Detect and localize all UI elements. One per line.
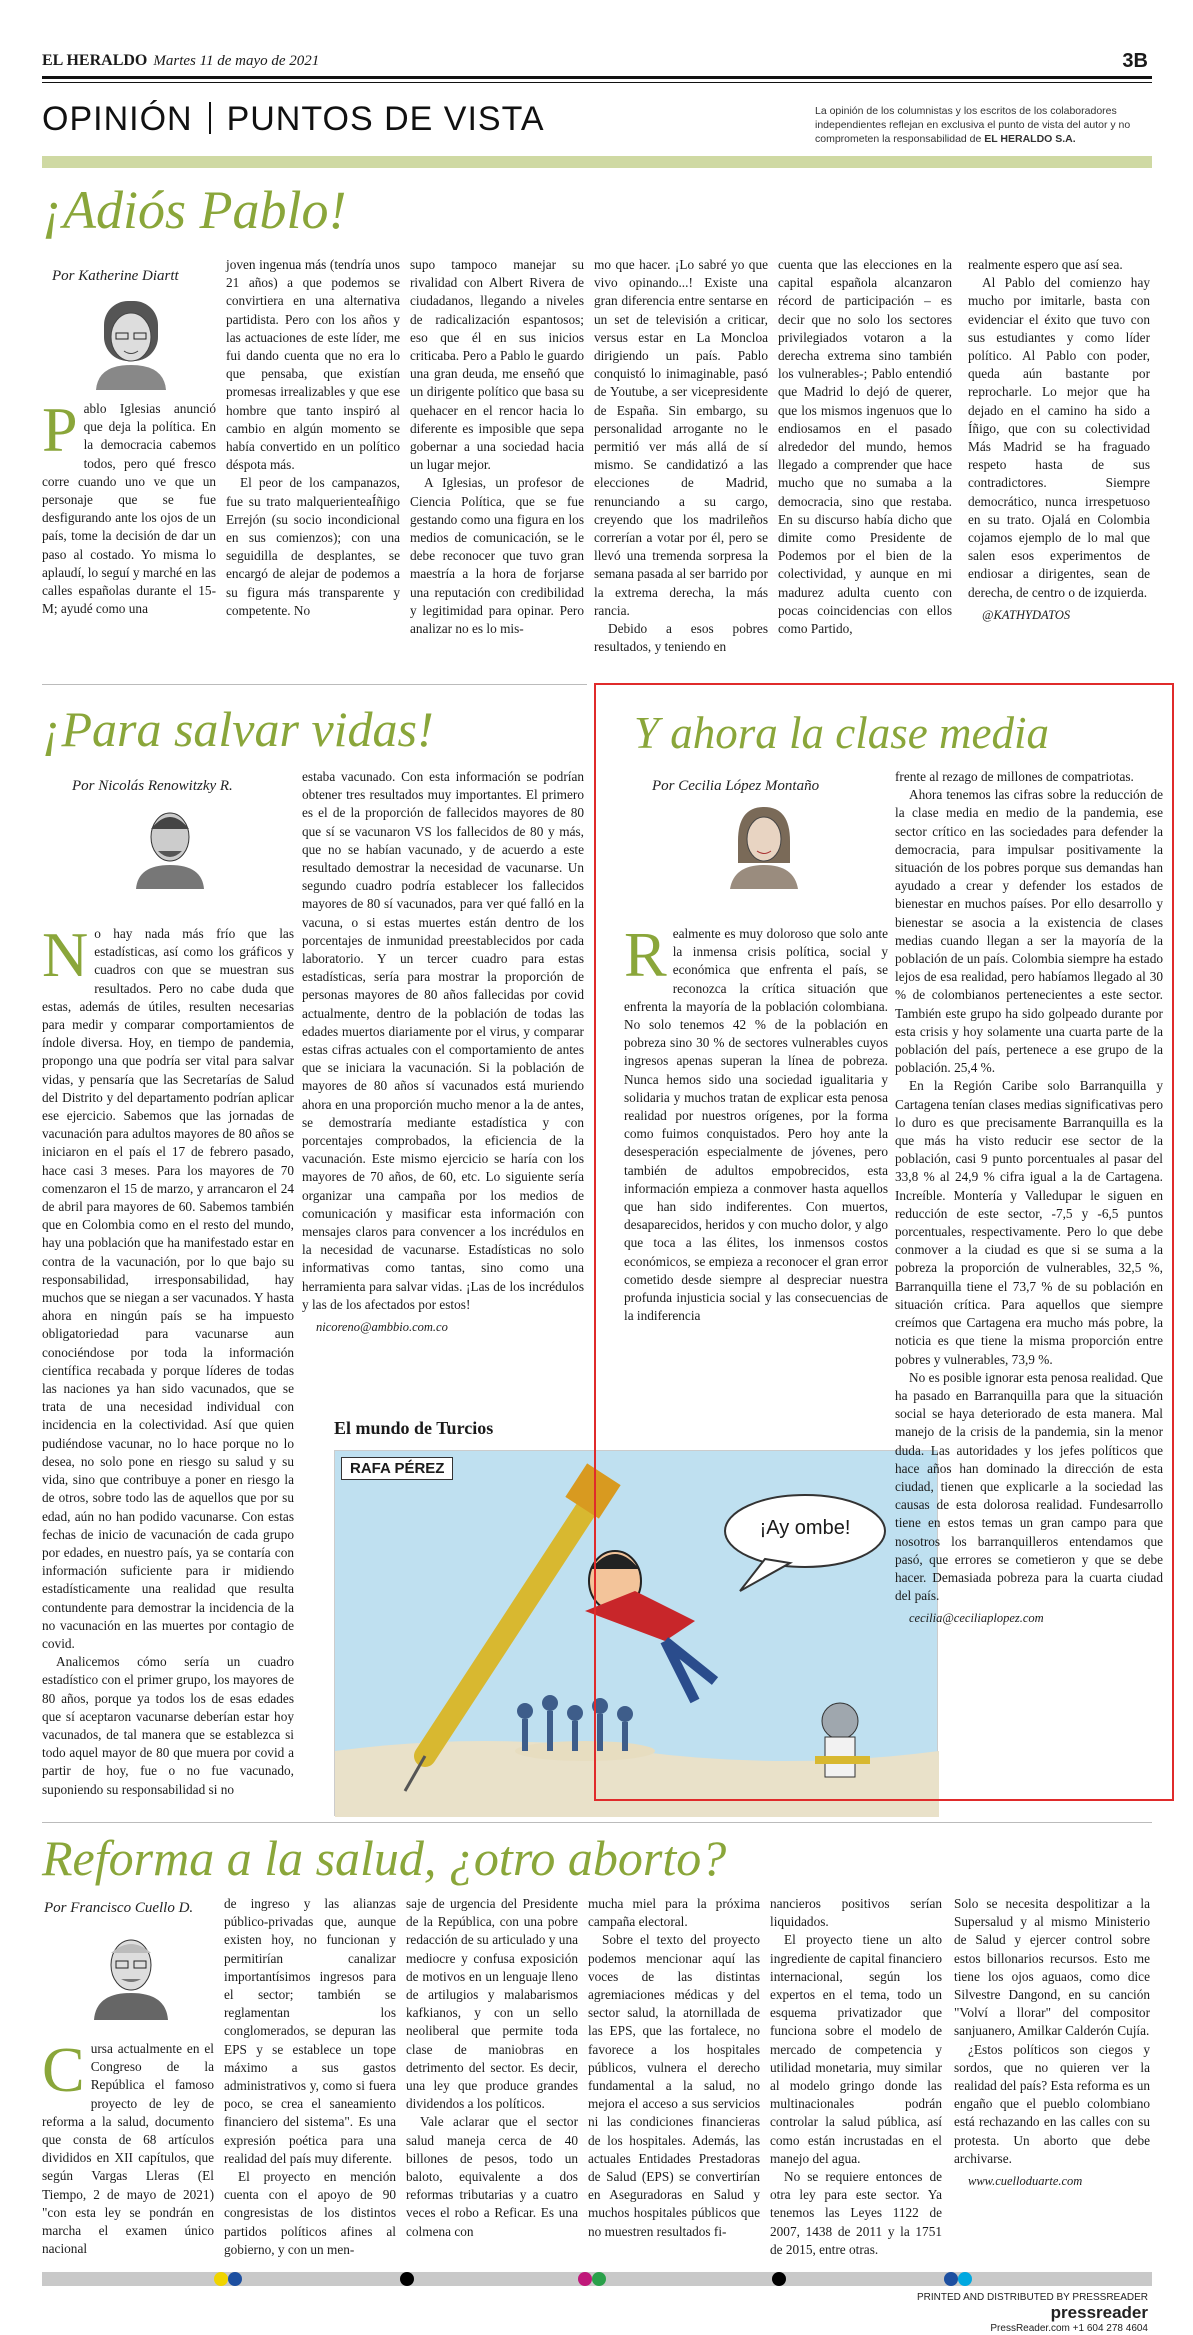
article-column: [42, 394, 216, 695]
article-paragraph: No se requiere entonces de otra ley para este sector. Ya tenemos las Leyes 1122 de 2007, 1438 de 2011 y la 1751 de 2015, entre otras.: [770, 2169, 942, 2257]
cartoonist-name: RAFA PÉREZ: [341, 1457, 453, 1480]
registration-dot-black: [772, 2272, 786, 2286]
registration-dot-blue: [228, 2272, 242, 2286]
author-portrait: [130, 800, 210, 890]
article-paragraph: Debido a esos pobres resultados, y teniendo en: [594, 621, 768, 655]
section-right: PUNTOS DE VISTA: [226, 100, 545, 138]
article-column: [302, 768, 584, 1388]
article-paragraph: saje de urgencia del Presidente de la República, con una pobre redacción de su articulado y una mediocre y confusa exposición de motivos en un lenguaje lleno de artilugios y malabarismos kafkianos, y con un sello neoliberal que permite toda clase de maniobras en detrimento del sector. Es decir, una ley que produce grandes dividendos a los políticos.: [406, 1896, 578, 2112]
article-paragraph: Solo se necesita despolitizar a la Supersalud y al mismo Ministerio de Salud y ejercer control sobre estos billonarios recursos. Esto me tiene los ojos aguaos, como dice Silvestre Dangond, en su canción "Volví a llorar" del compositor sanjuanero, Amilkar Calderón Cujía.: [954, 1896, 1150, 2039]
cartoon-title: El mundo de Turcios: [334, 1418, 494, 1438]
drop-cap: P: [42, 394, 78, 465]
article-paragraph: En la Región Caribe solo Barranquilla y Cartagena tenían clases medias significativas pero lo duro es que precisamente Barranquilla es la que más ha visto reducir ese sector de la población, casi 9 punto porcentuales al pasar del 33,8 % al 24,9 % cifra igual a la de Cartagena. Increíble. Montería y Valledupar le siguen en reducción de este sector, -7,5 y -6,5 puntos porcentuales, respectivamente. Pero lo que debe conmover a la ciudad es que si se suma a la pobreza la proporción de vulnerables, 32,5 %, Barranquilla tiene el 73,7 % de su población en situación crítica. Para aquellos que siempre creímos que Cartagena era mucho más pobre, la noticia es que tiene la misma proporción entre pobres y vulnerables, 73,9 %.: [895, 1078, 1163, 1367]
article-paragraph: El proyecto en mención cuenta con el apoyo de 90 congresistas de los distintos partidos políticos afines al gobierno, y con un men-: [224, 2169, 396, 2257]
registration-dot-cyan: [958, 2272, 972, 2286]
article-column: [895, 768, 1163, 1793]
byline-renowitzky: Por Nicolás Renowitzky R.: [72, 778, 233, 794]
registration-dot-yellow: [214, 2272, 228, 2286]
article-column: [406, 1895, 578, 2265]
author-portrait: [86, 295, 176, 390]
author-email: nicoreno@ambbio.com.co: [316, 1320, 448, 1335]
byline-diartt: Por Katherine Diartt: [52, 268, 179, 284]
disclaimer-company: EL HERALDO S.A.: [984, 133, 1076, 145]
article-paragraph: estaba vacunado. Con esta información se podrían obtener tres resultados muy importantes. El primero es el de la proporción de fallecidos mayores de 80 que sí se vacunaron VS los fallecidos de 80 y más, que no se habían vacunado, y de acuerdo a este resultado demostrar la necesidad de vacunarse. Un segundo cuadro podría establecer los fallecidos mayores de 80 sí vacunados, para ver qué falló en la vacuna, o si estas muertes están dentro de los porcentajes de inmunidad preestablecidos por cada laboratorio. Y un tercer cuadro para estas estadísticas, sería para mostrar la proporción de personas mayores de 80 años fallecidas por covid actualmente, dentro de la población de todas las edades muertos diariamente por el virus, y comparar estas cifras actuales con el comportamiento de antes que se iniciara la vacunación. Si la población de mayores de 80 años sí vacunados está muriendo ahora en una proporción mucho menor a la de antes, se demostraría mediante estadística y con porcentajes comprobados, la eficiencia de la vacunación. Este mismo ejercicio se haría con los mayores de 70 años, de 60, etc. Lo siguiente sería organizar una campaña por los medios de comunicación y masificar esta información con mensajes claros para convencer a los incrédulos en la necesidad de vacunarse. Estadísticas no solo informativas como tantas, sino como una herramienta para salvar vidas. ¡Las de los incrédulos y las de los afectados por estos!: [302, 769, 584, 1312]
article-column: [954, 1895, 1150, 2265]
publication-name: EL HERALDO: [42, 52, 148, 69]
drop-cap: N: [42, 919, 89, 990]
page-number: 3B: [1122, 50, 1148, 72]
article-paragraph: Sobre el texto del proyecto podemos mencionar aquí las voces de las distintas agremiaciones médicas y del sector salud, la atornillada de las EPS, que las fortalece, no favorece a los hospitales públicos, vulnera el derecho fundamental a la salud, no mejora el acceso a sus servicios ni las condiciones financieras de los hospitales. Además, las actuales Entidades Prestadoras de Salud (EPS) se convertirían en Aseguradoras en Salud y muchos hospitales públicos que no muestren resultados fi-: [588, 1932, 760, 2239]
registration-dot-magenta: [578, 2272, 592, 2286]
article-text: o hay nada más frío que las estadísticas, así como los gráficos y cuadros con que se muestran sus resultados. Pero no cabe duda que estas, además de útiles, resulten necesarias para medir y comparar comportamientos de índole diversa. Hoy, en tiempo de pandemia, propongo una que podría ser vital para salvar vidas, y pensaría que las Secretarías de Salud del Distrito y del departamento podrían aplicar ese ejercicio. Sabemos que las jornadas de vacunación para adultos mayores de 80 años se iniciaron en el país el 17 de febrero pasado, hace casi 3 meses. Para los mayores de 70 comenzaron el 15 de marzo, y arrancaron el 24 de abril para mayores de 60. Sabemos también que en Colombia como en el resto del mundo, hay una población que ha manifestado estar en contra de la vacunación, por lo que bajo su responsabilidad, irresponsabilidad, hay muchos que se niegan a ser vacunados. Y hasta ahora en ningún país se ha impuesto obligatoriedad para vacunarse aun conociéndose por toda la información científica recabada y porque líderes de todas las naciones ya han sido vacunados, que se trata de una necesidad individual con incidencia en la colectividad. Así que quien pudiéndose vacunar, no lo hace porque no lo desea, no solo pone en riesgo su salud y su vida, sino que contribuye a poner en riesgo la de otros, sobre todo las de aquellos que por su edad, aún no han podido vacunarse. Con estas fechas de inicio de vacunación de cada grupo por edades, en nuestro país, ya se contaría con información suficiente para ir midiendo estadísticamente una realidad que resulta contundente para demostrar la incidencia de la no vacunación en las muertes por contagio de covid.: [42, 926, 294, 1651]
issue-date: Martes 11 de mayo de 2021: [153, 53, 320, 69]
byline-lopez-montano: Por Cecilia López Montaño: [652, 778, 820, 794]
speech-bubble-text: ¡Ay ombe!: [759, 1517, 851, 1539]
article-paragraph: mucha miel para la próxima campaña electoral.: [588, 1896, 760, 1930]
registration-dot-black: [400, 2272, 414, 2286]
disclaimer-text: La opinión de los columnistas y los escritos de los colaboradores independientes reflejan en exclusiva el punto de vista del autor y no comprometen la responsabilidad de: [815, 105, 1131, 145]
section-title: [42, 100, 545, 139]
drop-cap: R: [624, 919, 667, 990]
article-paragraph: mo que hacer. ¡Lo sabré yo que vivo opinando...! Existe una gran diferencia entre sentarse en un set de televisión a criticar, versus estar en La Moncloa dirigiendo un país. Pablo conquistó lo inimaginable, pasó de Youtube, a ser vicepresidente de España. Sin embargo, su personalidad arrogante no le permitió ver más allá de sí mismo. Se candidatizó a las elecciones de Madrid, renunciando a su cargo, creyendo que los madrileños correrían a votar por él, pero se llevó una tremenda sorpresa la semana pasada al ser barrido por la extrema derecha, la más rancia.: [594, 257, 768, 618]
article-paragraph: cuenta que las elecciones en la capital española alcanzaron récord de participación – es decir que no solo los sectores privilegiados votaron a la derecha extrema sino también los vulnerables-; Pablo entendió que Madrid lo dejó de querer, que los mismos ingenuos que lo endiosamos en el pasado alrededor del mundo, hemos llegado a comprender que hace mucho que no sumaba a la democracia, sino que restaba. En su discurso había dicho que dimite como Presidente de Podemos por el bien de la colectividad, y aunque en mi madurez adulta cuento con pocas coincidencias con ellos como Partido,: [778, 257, 952, 637]
article-column: [770, 1895, 942, 2265]
author-portrait: [86, 1925, 176, 2020]
drop-cap: C: [42, 2034, 85, 2105]
section-left: OPINIÓN: [42, 100, 193, 138]
pressreader-badge[interactable]: [917, 2292, 1148, 2334]
article-paragraph: joven ingenua más (tendría unos 21 años) a que podemos se convirtiera en una alternativa partidista. Pero con los años y las actuaciones de este líder, me fui dando cuenta que no era lo que pensaba, que existían promesas irrealizables y que ese hombre que tanto inspiró al cambio en algún momento se había convertido en un político déspota más.: [226, 257, 400, 473]
article-column: [968, 256, 1150, 696]
divider: [42, 1822, 1152, 1823]
article-column: [42, 919, 294, 1797]
article-text: ursa actualmente en el Congreso de la República el famoso proyecto de ley de reforma a la salud, documento que consta de 68 artículos divididos en XII capítulos, que según Vargas Lleras (El Tiempo, 2 de mayo de 2021) "con esta ley se pondrán en marcha el examen único nacional: [42, 2041, 214, 2257]
article-column: [226, 256, 400, 696]
section-divider: [209, 102, 211, 134]
article-text: ablo Iglesias anunció que deja la política. En la democracia cabemos todos, pero qué fresco corre cuando uno ve que un personaje que se fue desfigurando ante los ojos de un país, tome la decisión de dar un paso al costado. Yo misma lo aplaudí, lo seguí y marché en las calles españolas durante el 15-M; ayudé como una: [42, 401, 216, 617]
article-paragraph: El peor de los campanazos, fue su trato malquerienteaÍñigo Errejón (su socio incondicional en sus comienzos); con una seguidilla de desplantes, se encargó de alejar de podemos a su figura más transparente y competente. No: [226, 475, 400, 618]
registration-dot-blue: [944, 2272, 958, 2286]
author-website: www.cuelloduarte.com: [968, 2174, 1083, 2189]
article-paragraph: Vale aclarar que el sector salud maneja cerca de 40 billones de pesos, todo un baloto, equivalente a dos reformas tributarias y a cuatro veces el robo a Reficar. Es una colmena con: [406, 2114, 578, 2239]
article-paragraph: No es posible ignorar esta penosa realidad. Que ha pasado en Barranquilla para que la situación social se haya deteriorado de esta manera. Mal manejo de la crisis de la pandemia, sin la menor duda. Las autoridades y los jefes políticos que hace años han dominado la dirección de esta ciudad, tienen que explicarle a la sociedad las causas de esta dolorosa realidad. Fundesarrollo tiene en estos temas un gran campo para que nosotros los barranquilleros entendamos que pasó, que errores se cometieron y que se debe hacer. Demasiada pobreza para la cuarta ciudad del país.: [895, 1369, 1163, 1604]
author-email: cecilia@ceciliaplopez.com: [909, 1611, 1044, 1626]
article-column: [588, 1895, 760, 2265]
divider: [42, 684, 587, 685]
article-paragraph: de ingreso y las alianzas público-privadas que, aunque existen hoy, no funcionan y permitirían canalizar importantísimos ingresos para el sector; también se reglamentan los conglomerados, se depuran las EPS y se establece un tope máximo a sus gastos administrativos y, como si fuera poco, se crea el saneamiento financiero del sistema". Es una expresión poética para una realidad del país muy diferente.: [224, 1896, 396, 2166]
article-column: [624, 919, 888, 1795]
article-paragraph: Analicemos cómo sería un cuadro estadístico con el primer grupo, los mayores de 80 años, porque ya todos los de esas edades que sí aceptaron vacunarse deberían estar hoy vacunados, de tal manera que se establezca si todo aquel mayor de 80 que muera por covid a partir de hoy, fue o no fue vacunado, suponiendo su responsabilidad si no: [42, 1654, 294, 1797]
article-paragraph: frente al rezago de millones de compatriotas.: [895, 769, 1134, 784]
disclaimer: [815, 104, 1155, 146]
article-paragraph: supo tampoco manejar su rivalidad con Albert Rivera de ciudadanos, llegando a niveles de radicalización espantosos; eso que él en sus inicios criticaba. Pero a Pablo le guardo una gran deuda, me enseñó que un dirigente político que basa su quehacer en el rencor hacia lo diferente es imposible que sepa gobernar a una sociedad hacia un lugar mejor.: [410, 257, 584, 473]
article-paragraph: El proyecto tiene un alto ingrediente de capital financiero internacional, según los expertos en el tema, todo un esquema privatizador que funciona sobre el modelo de mercado de competencia y utilidad monetaria, muy similar al modelo gringo donde las multinacionales podrán controlar la salud pública, así como están incrustadas en el manejo del agua.: [770, 1932, 942, 2166]
article-column: [410, 256, 584, 696]
article-title-adios-pablo: ¡Adiós Pablo!: [42, 180, 347, 240]
registration-dot-green: [592, 2272, 606, 2286]
section-accent-bar: [42, 156, 1152, 168]
article-column: [224, 1895, 396, 2265]
author-handle: @KATHYDATOS: [982, 607, 1071, 622]
article-column: [594, 256, 768, 696]
pressreader-line1: PRINTED AND DISTRIBUTED BY PRESSREADER: [917, 2292, 1148, 2303]
pressreader-line2: PressReader.com +1 604 278 4604: [990, 2323, 1148, 2334]
article-title-clase-media: Y ahora la clase media: [634, 708, 1049, 758]
article-title-salvar-vidas: ¡Para salvar vidas!: [42, 701, 434, 757]
header-rule: [42, 76, 1152, 79]
article-text: ealmente es muy doloroso que solo ante la inmensa crisis política, social y económica que enfrenta el país, se reconozca la crítica situación que enfrenta la mayoría de la población colombiana. No solo tenemos 42 % de la población en pobreza sino 30 % de sectores vulnerables cuyos ingresos apenas superan la línea de pobreza. Nunca hemos sido una sociedad igualitaria y solidaria y muchos tratan de explicar esta penosa realidad por nuestros orígenes, por la forma como fuimos conquistados. Pero hoy ante la desesperación especialmente de jóvenes, pero también de adultos empobrecidos, esta información empieza a conmover hasta aquellos que han sido indiferentes. Con muertos, desaparecidos, heridos y con mucho dolor, y algo que toca a las élites, los inmensos costos económicos, se empieza a reconocer el gran error cometido desde siempre al despreciar nuestra profunda injusticia social y las consecuencias de la indiferencia: [624, 926, 888, 1324]
article-paragraph: realmente espero que así sea.: [968, 257, 1123, 272]
article-paragraph: Ahora tenemos las cifras sobre la reducción de la clase media en medio de la pandemia, ese sector crítico en las sociedades para defender la democracia, para impulsar positivamente la situación de los pobres porque sus demandas han ayudado a crear y defender los estados de bienestar en muchos países. Por ello desarrollo y bienestar se asocia a la existencia de clases medias cuando llegan a ser la mayoría de la población de un país. Colombia siempre ha estado lejos de esa realidad, pero habíamos llegado al 30 % de colombianos pertenecientes a este sector. También este grupo ha sido golpeado durante por esta crisis y hoy solamente una cuarta parte de la población del país, pertenece a ese grupo de la población. 25,4 %.: [895, 787, 1163, 1076]
header-rule-thin: [42, 82, 1152, 83]
article-column: [42, 2034, 214, 2265]
byline-cuello: Por Francisco Cuello D.: [44, 1900, 194, 1916]
article-title-reforma-salud: Reforma a la salud, ¿otro aborto?: [42, 1830, 727, 1886]
article-paragraph: ¿Estos políticos son ciegos y sordos, que no quieren ver la realidad del país? Esta reforma es un engaño que el pueblo colombiano está rechazando en las calles con su protesta. Un aborto que debe archivarse.: [954, 2041, 1150, 2166]
pressreader-brand: pressreader: [1050, 2303, 1148, 2322]
article-column: [778, 256, 952, 696]
article-paragraph: Al Pablo del comienzo hay mucho por imitarle, basta con evidenciar el éxito que tuvo con sus estudiantes y como líder político. Al Pablo con poder, queda aún bastante por reprocharle. Lo mejor que ha dejado en el camino ha sido a Íñigo, que con su colectividad Más Madrid se ha fraguado respeto hasta de sus contradictores. Siempre democrático, nunca irrespetuoso en su trato. Ojalá en Colombia cojamos ejemplo de lo mal que salen esos experimentos de endiosar a dirigentes, sean de derecha, de centro o de izquierda.: [968, 275, 1150, 600]
masthead: [42, 52, 319, 70]
author-portrait: [724, 800, 804, 890]
article-paragraph: nancieros positivos serían liquidados.: [770, 1896, 942, 1930]
article-paragraph: A Iglesias, un profesor de Ciencia Política, que se fue gestando como una figura en los medios de comunicación, se le debe reconocer que tuvo gran maestría a la hora de forjarse una reputación con credibilidad y legitimidad para opinar. Pero analizar no es lo mis-: [410, 475, 584, 637]
